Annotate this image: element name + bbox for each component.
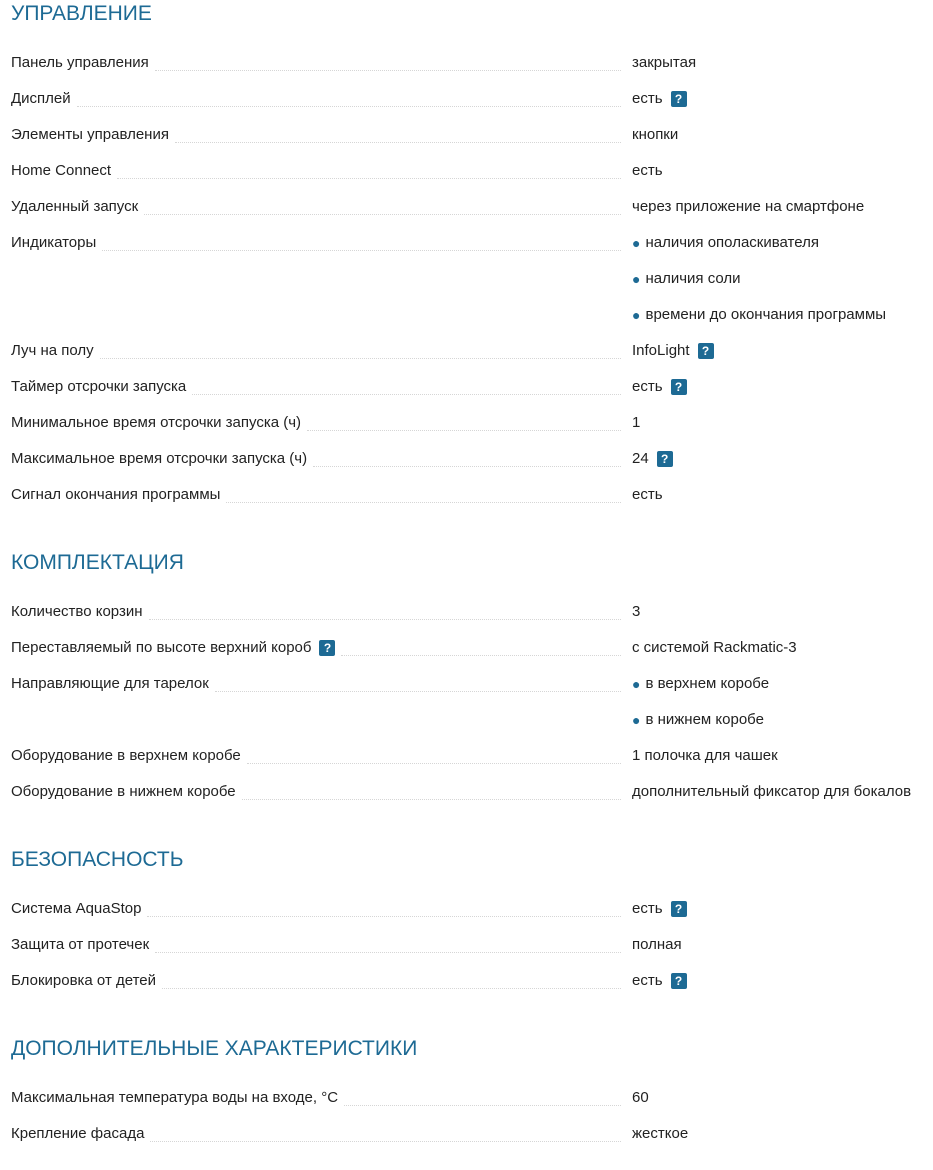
dotted-leader <box>155 70 621 71</box>
spec-row <box>0 333 933 369</box>
dotted-leader <box>175 142 621 143</box>
spec-row <box>0 225 933 261</box>
spec-value-cell <box>632 927 933 963</box>
spec-label: Элементы управления <box>11 117 175 153</box>
dotted-leader <box>162 988 621 989</box>
spec-label: Система AquaStop <box>11 891 147 927</box>
spec-value-cell <box>632 369 933 405</box>
spec-label-cell <box>11 594 621 630</box>
question-mark-icon[interactable]: ? <box>671 379 687 395</box>
bullet-icon: ● <box>632 235 641 251</box>
dotted-leader <box>144 214 621 215</box>
spec-label-cell <box>11 153 621 189</box>
spec-value: полная <box>632 936 682 953</box>
spec-value: в нижнем коробе <box>645 711 764 728</box>
spec-value-cell <box>632 1116 933 1152</box>
spec-row <box>0 117 933 153</box>
spec-label-cell <box>11 666 621 702</box>
dotted-leader <box>192 394 621 395</box>
spec-label-cell <box>11 333 621 369</box>
spec-label-cell <box>11 369 621 405</box>
spec-value-cell <box>632 405 933 441</box>
spec-value-cell <box>632 189 933 225</box>
spec-label: Луч на полу <box>11 333 100 369</box>
spec-value-cell <box>632 261 933 297</box>
spec-value: жесткое <box>632 1125 689 1142</box>
spec-label: Дисплей <box>11 81 77 117</box>
bullet-icon: ● <box>632 271 641 287</box>
bullet-icon: ● <box>632 307 641 323</box>
spec-label-cell <box>11 1116 621 1152</box>
spec-label-cell <box>11 927 621 963</box>
spec-value: 1 <box>632 414 641 431</box>
spec-label-cell <box>11 189 621 225</box>
spec-label: Home Connect <box>11 153 117 189</box>
spec-value-cell <box>632 1080 933 1116</box>
spec-label: Сигнал окончания программы <box>11 477 226 513</box>
spec-value: времени до окончания программы <box>645 306 887 323</box>
spec-value-cell <box>632 630 933 666</box>
spec-value-cell <box>632 117 933 153</box>
dotted-leader <box>226 502 621 503</box>
spec-value: есть <box>632 90 663 107</box>
spec-label: Оборудование в верхнем коробе <box>11 738 247 774</box>
spec-label-cell <box>11 81 621 117</box>
spec-value: есть <box>632 900 663 917</box>
spec-value-cell <box>632 702 933 738</box>
spec-value-cell <box>632 666 933 702</box>
section-title: БЕЗОПАСНОСТЬ <box>11 848 184 871</box>
spec-label: Количество корзин <box>11 594 149 630</box>
dotted-leader <box>150 1141 621 1142</box>
spec-label: Минимальное время отсрочки запуска (ч) <box>11 405 307 441</box>
dotted-leader <box>149 619 621 620</box>
spec-value-cell <box>632 594 933 630</box>
spec-value-cell <box>632 45 933 81</box>
spec-row <box>0 477 933 513</box>
spec-label-cell <box>11 738 621 774</box>
spec-label: Переставляемый по высоте верхний короб <box>11 630 317 666</box>
dotted-leader <box>117 178 621 179</box>
spec-value: есть <box>632 162 663 179</box>
question-mark-icon[interactable]: ? <box>657 451 673 467</box>
spec-row <box>0 45 933 81</box>
spec-label: Максимальная температура воды на входе, °C <box>11 1080 344 1116</box>
spec-value-cell <box>632 297 933 333</box>
spec-row <box>0 81 933 117</box>
spec-row <box>0 297 933 333</box>
dotted-leader <box>247 763 621 764</box>
spec-value-cell <box>632 963 933 999</box>
dotted-leader <box>77 106 621 107</box>
spec-label-cell <box>11 117 621 153</box>
spec-value-cell <box>632 774 933 810</box>
spec-value: 24 <box>632 450 649 467</box>
spec-value-cell <box>632 738 933 774</box>
spec-label: Удаленный запуск <box>11 189 144 225</box>
bullet-icon: ● <box>632 712 641 728</box>
spec-value: есть <box>632 972 663 989</box>
spec-value: закрытая <box>632 54 697 71</box>
spec-label-cell <box>11 45 621 81</box>
spec-value-cell <box>632 333 933 369</box>
spec-label: Максимальное время отсрочки запуска (ч) <box>11 441 313 477</box>
spec-value: в верхнем коробе <box>645 675 770 692</box>
spec-row <box>0 774 933 810</box>
spec-row <box>0 405 933 441</box>
spec-label-cell <box>11 963 621 999</box>
spec-row <box>0 738 933 774</box>
spec-label: Защита от протечек <box>11 927 155 963</box>
section-title: УПРАВЛЕНИЕ <box>11 2 152 25</box>
question-mark-icon[interactable]: ? <box>671 973 687 989</box>
spec-row <box>0 153 933 189</box>
question-mark-icon[interactable]: ? <box>698 343 714 359</box>
spec-label: Направляющие для тарелок <box>11 666 215 702</box>
dotted-leader <box>307 430 621 431</box>
spec-value-cell <box>632 441 933 477</box>
bullet-icon: ● <box>632 676 641 692</box>
dotted-leader <box>341 655 621 656</box>
spec-value: через приложение на смартфоне <box>632 198 865 215</box>
spec-value: 60 <box>632 1089 649 1106</box>
spec-label: Панель управления <box>11 45 155 81</box>
spec-label-cell <box>11 630 621 666</box>
dotted-leader <box>313 466 621 467</box>
spec-row <box>0 630 933 666</box>
spec-label-cell <box>11 441 621 477</box>
dotted-leader <box>344 1105 621 1106</box>
spec-value: 1 полочка для чашек <box>632 747 778 764</box>
spec-label-cell <box>11 1080 621 1116</box>
spec-label-cell <box>11 774 621 810</box>
section-title: КОМПЛЕКТАЦИЯ <box>11 551 184 574</box>
spec-value: с системой Rackmatic-3 <box>632 639 797 656</box>
spec-value-cell <box>632 81 933 117</box>
dotted-leader <box>100 358 621 359</box>
question-mark-icon[interactable]: ? <box>671 91 687 107</box>
spec-value-cell <box>632 153 933 189</box>
spec-row <box>0 666 933 702</box>
spec-value: есть <box>632 378 663 395</box>
dotted-leader <box>242 799 621 800</box>
spec-row <box>0 963 933 999</box>
spec-value-cell <box>632 891 933 927</box>
spec-label-cell <box>11 477 621 513</box>
spec-value-cell <box>632 477 933 513</box>
section-title: ДОПОЛНИТЕЛЬНЫЕ ХАРАКТЕРИСТИКИ <box>11 1037 418 1060</box>
dotted-leader <box>147 916 621 917</box>
spec-row <box>0 891 933 927</box>
dotted-leader <box>102 250 621 251</box>
spec-row <box>0 261 933 297</box>
dotted-leader <box>215 691 621 692</box>
spec-label: Индикаторы <box>11 225 102 261</box>
spec-value: кнопки <box>632 126 679 143</box>
spec-label: Блокировка от детей <box>11 963 162 999</box>
dotted-leader <box>155 952 621 953</box>
spec-label: Оборудование в нижнем коробе <box>11 774 242 810</box>
spec-label-cell <box>11 225 621 261</box>
spec-row <box>0 441 933 477</box>
spec-row <box>0 1080 933 1116</box>
question-mark-icon[interactable]: ? <box>319 640 335 656</box>
spec-value-cell <box>632 225 933 261</box>
spec-row <box>0 702 933 738</box>
spec-value: наличия соли <box>645 270 741 287</box>
question-mark-icon[interactable]: ? <box>671 901 687 917</box>
spec-value: наличия ополаскивателя <box>645 234 819 251</box>
spec-label-cell <box>11 405 621 441</box>
spec-row <box>0 189 933 225</box>
spec-row <box>0 369 933 405</box>
spec-label: Крепление фасада <box>11 1116 150 1152</box>
spec-label: Таймер отсрочки запуска <box>11 369 192 405</box>
spec-value: дополнительный фиксатор для бокалов <box>632 783 912 800</box>
spec-row <box>0 594 933 630</box>
spec-row <box>0 1116 933 1152</box>
spec-value: InfoLight <box>632 342 690 359</box>
spec-label-cell <box>11 891 621 927</box>
spec-value: есть <box>632 486 663 503</box>
spec-value: 3 <box>632 603 641 620</box>
label-help-wrap <box>317 630 341 666</box>
spec-row <box>0 927 933 963</box>
